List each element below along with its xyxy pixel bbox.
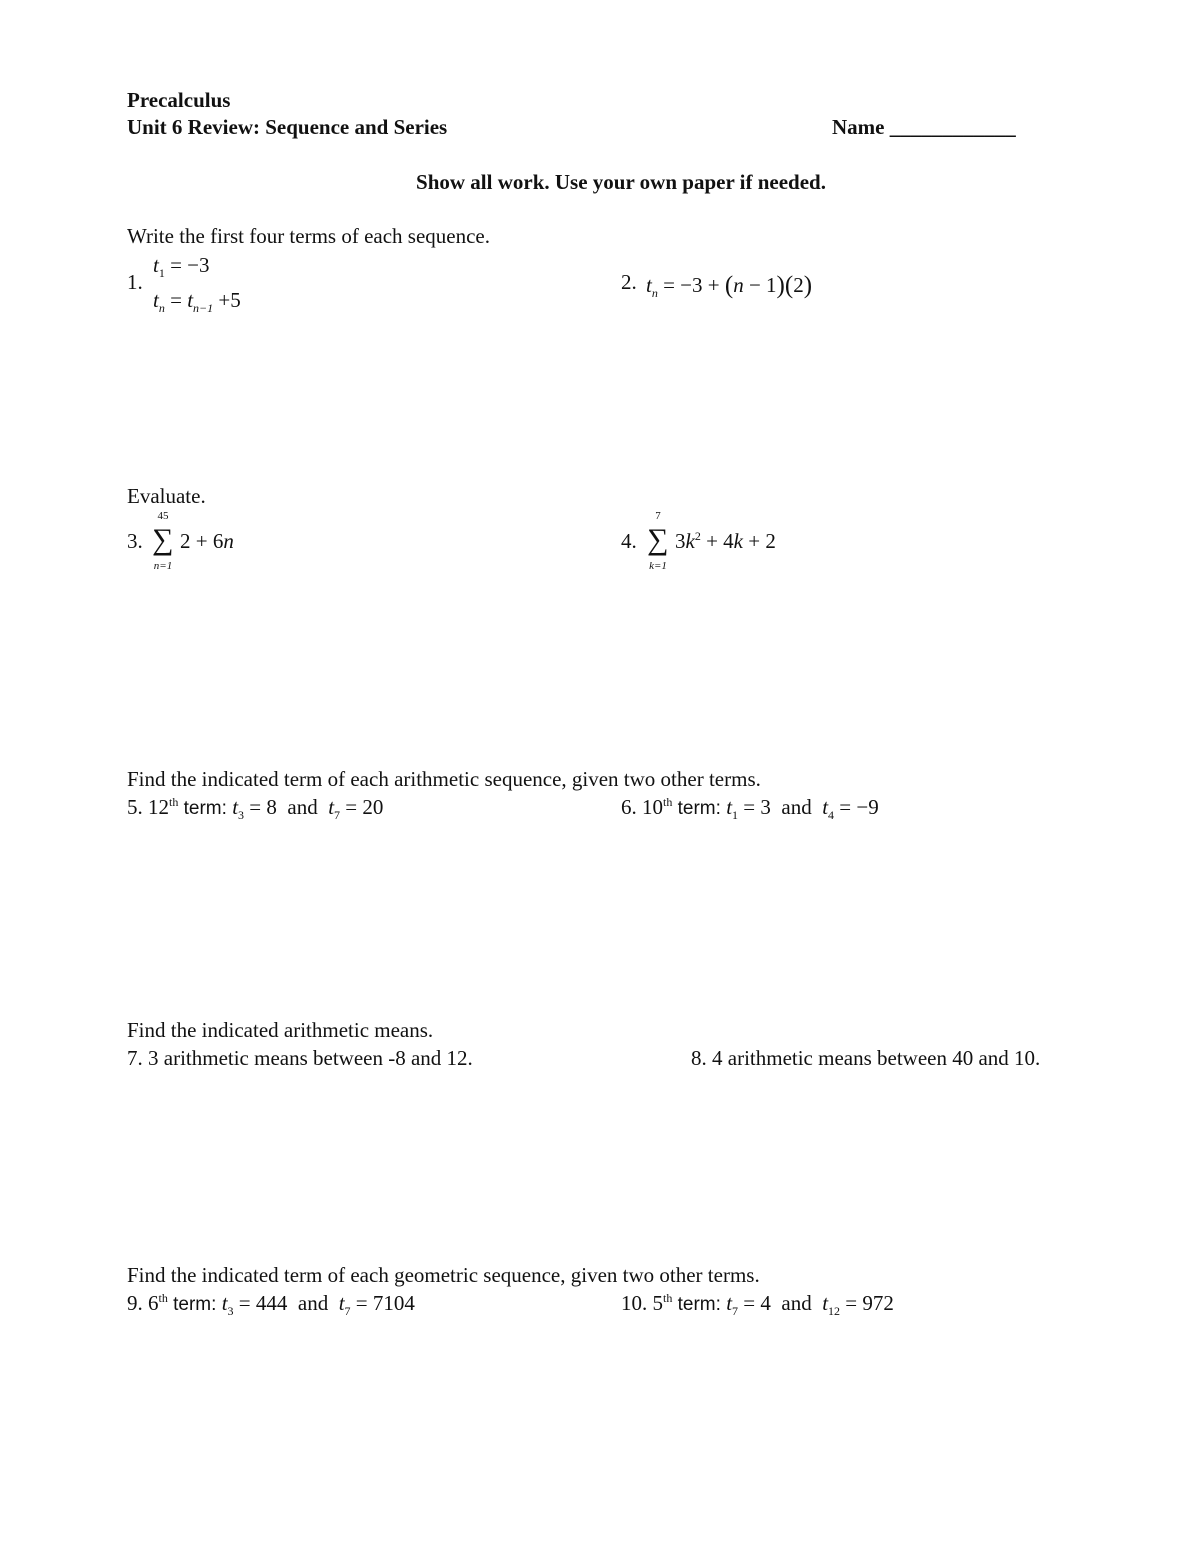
instructions: Show all work. Use your own paper if needed.: [416, 170, 826, 194]
problem-3-upper-limit: 45: [157, 510, 169, 522]
problem-4-lower-limit: k=1: [649, 560, 667, 572]
problem-2-explicit-formula: $t_n = -3 + (n - 1)(2)$: [646, 272, 813, 300]
section-heading-sequences: Write the first four terms of each sequence.: [127, 224, 490, 248]
section-heading-arithmetic-terms: Find the indicated term of each arithmetic sequence, given two other terms.: [127, 767, 761, 791]
course-title: Precalculus: [127, 88, 231, 112]
name-blank: ____________: [889, 115, 1016, 139]
problem-3-number: 3.: [127, 529, 143, 553]
name-field: [832, 117, 1016, 138]
problem-3-lower-limit: n=1: [153, 560, 173, 572]
sigma-icon: ∑: [152, 523, 174, 556]
sigma-icon: ∑: [647, 523, 669, 556]
name-label: Name: [832, 115, 885, 139]
problem-4-summation: [647, 509, 671, 573]
problem-3-summation: [152, 509, 176, 573]
problem-3-expression: 2 + 6n: [180, 529, 234, 553]
section-heading-arithmetic-means: Find the indicated arithmetic means.: [127, 1018, 434, 1042]
problem-1-recursive-formula: $t_n = t_{n-1} +5$: [153, 288, 241, 315]
problem-4-number: 4.: [621, 529, 637, 553]
problem-7: 7. 3 arithmetic means between -8 and 12.: [127, 1046, 473, 1070]
problem-9: 9. 6th term: $t_3 = 444$ and $t_7 = 7104$: [127, 1291, 415, 1318]
problem-1-initial-term: $t_1 = -3$: [153, 253, 210, 280]
problem-5: 5. 12th term: $t_3 = 8$ and $t_7 = 20$: [127, 795, 384, 822]
section-heading-geometric-terms: Find the indicated term of each geometric sequence, given two other terms.: [127, 1263, 760, 1287]
problem-8: 8. 4 arithmetic means between 40 and 10.: [691, 1046, 1041, 1070]
section-heading-evaluate: Evaluate.: [127, 484, 206, 508]
problem-1-number: 1.: [127, 270, 143, 294]
problem-2-number: 2.: [621, 270, 637, 294]
problem-4-expression: $3k^2 + 4k + 2$: [675, 529, 776, 553]
problem-6: 6. 10th term: $t_1 = 3$ and $t_4 = -9$: [621, 795, 879, 822]
problem-4-upper-limit: 7: [655, 510, 661, 522]
unit-title: Unit 6 Review: Sequence and Series: [127, 115, 448, 139]
problem-10: 10. 5th term: $t_7 = 4$ and $t_{12} = 972$: [621, 1291, 894, 1318]
